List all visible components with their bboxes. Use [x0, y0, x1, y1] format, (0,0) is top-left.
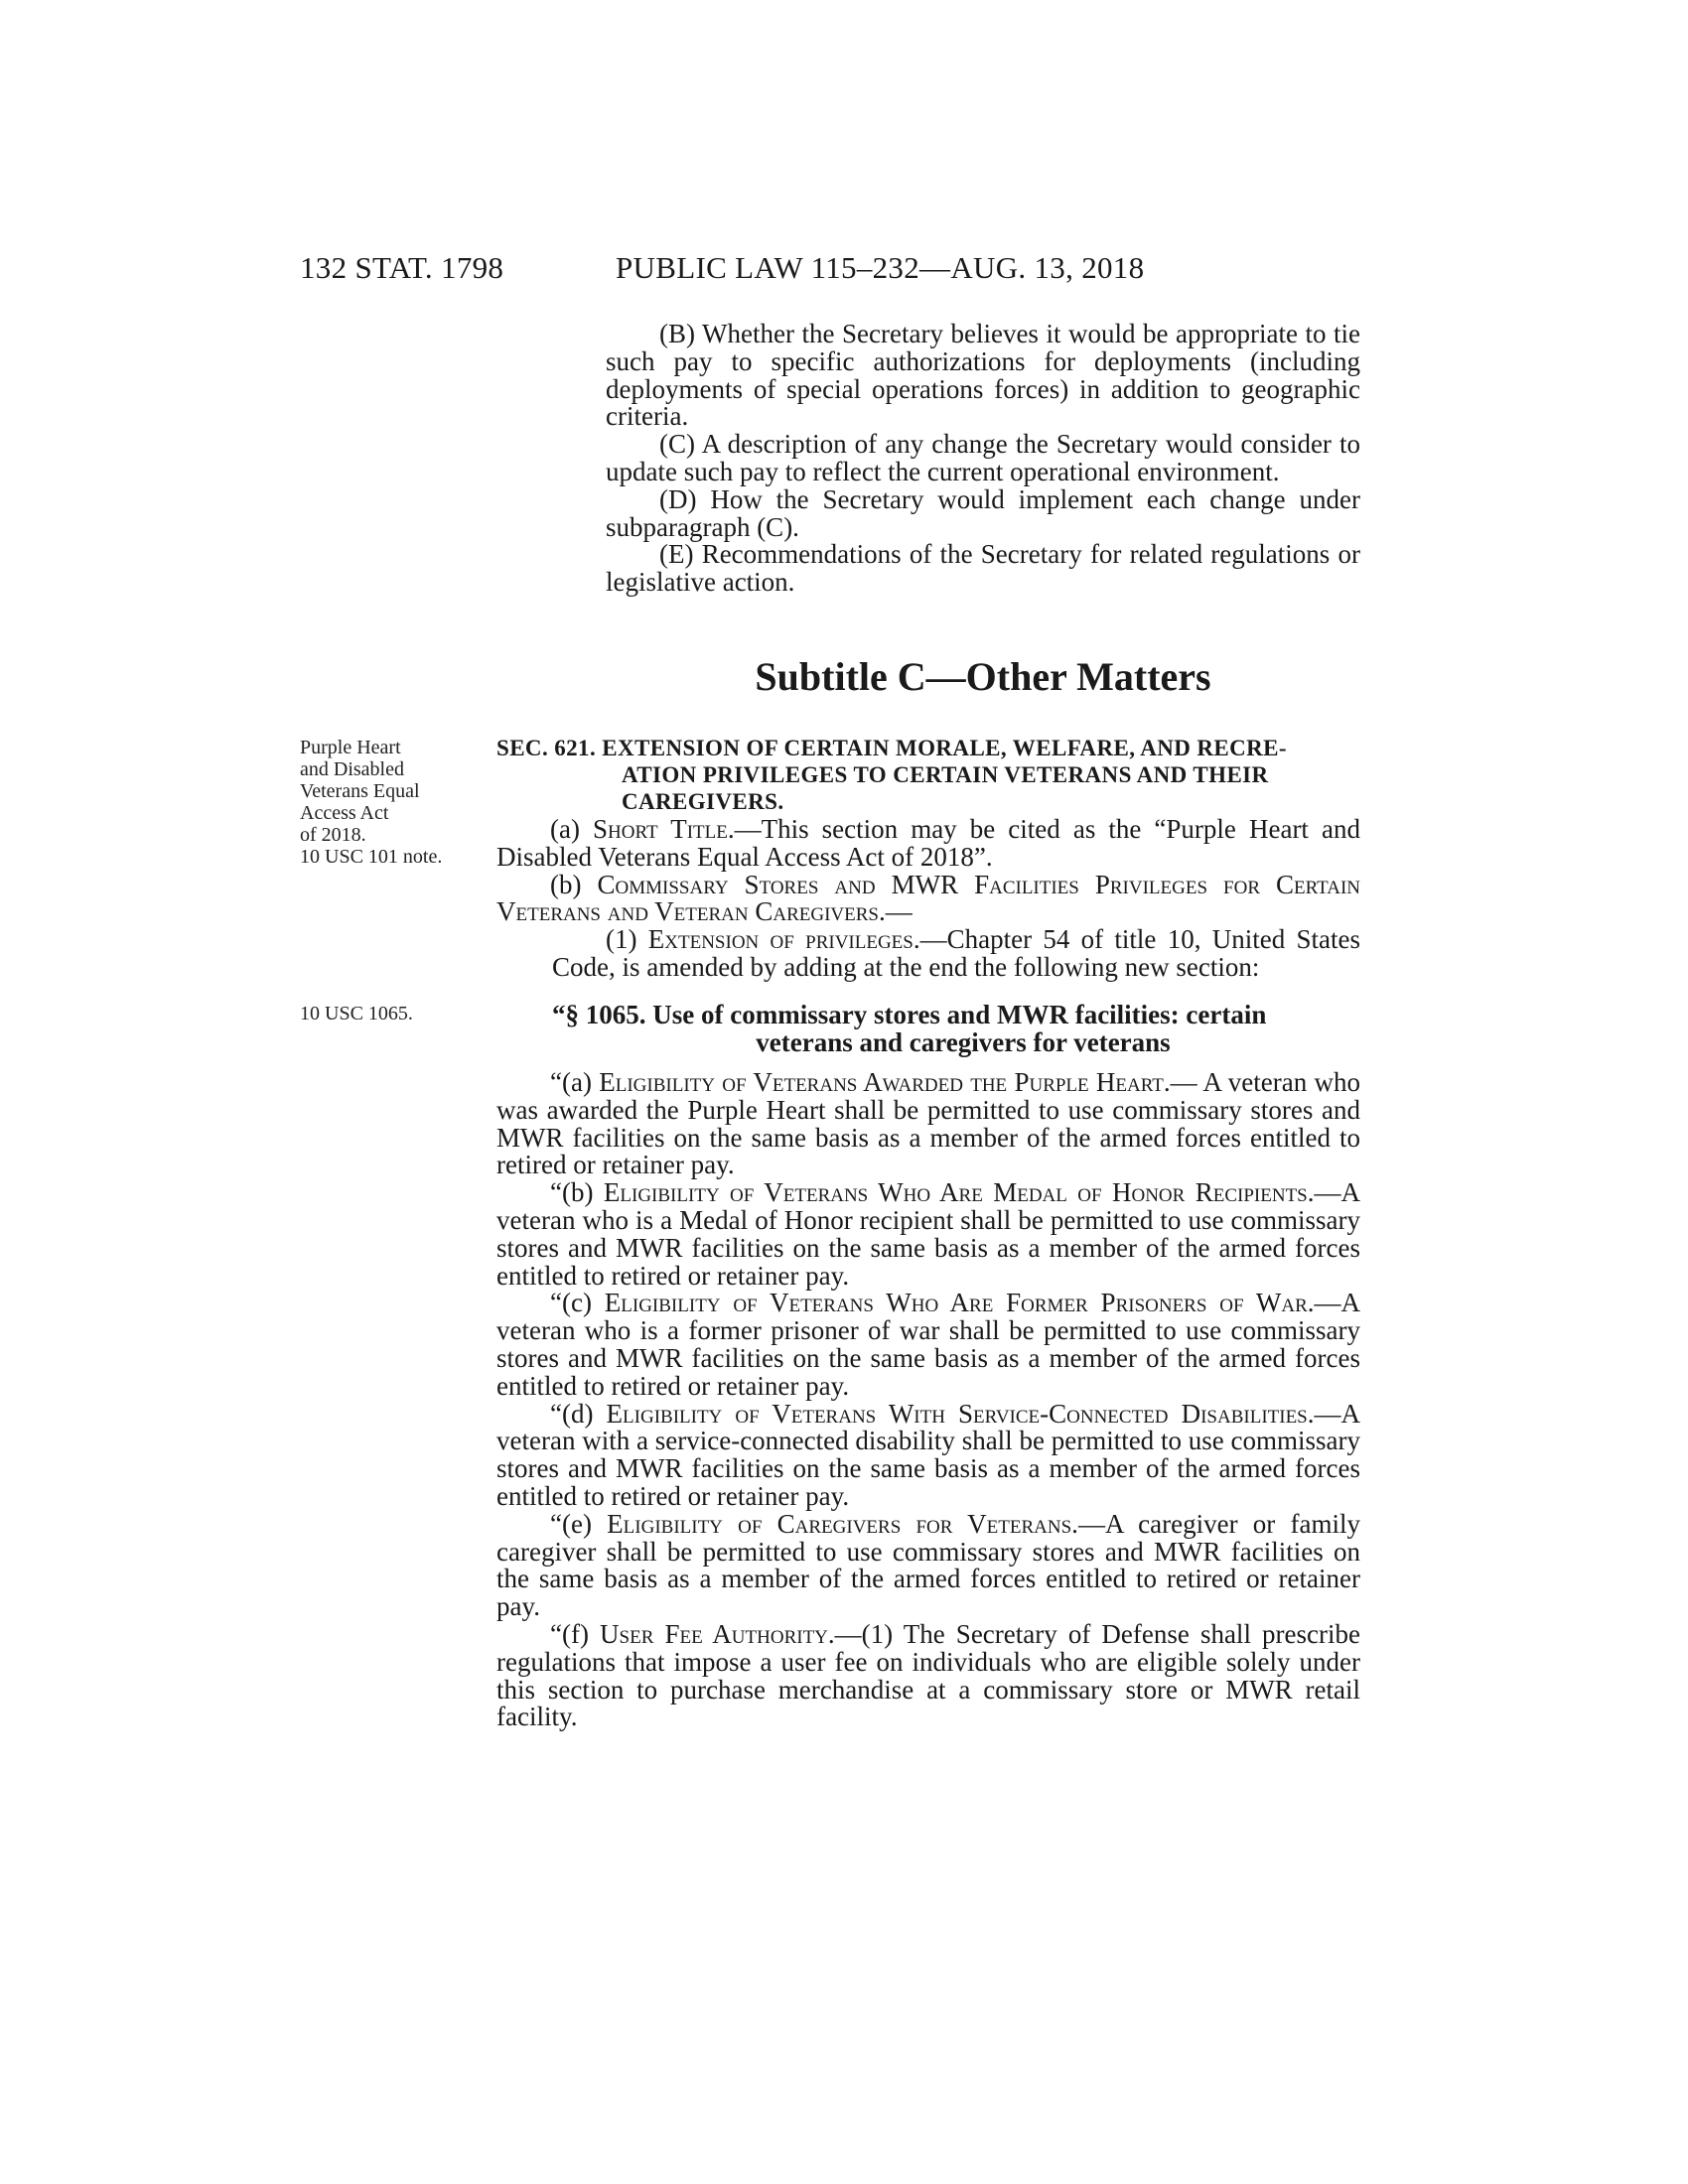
section-number: SEC. 621.: [496, 736, 597, 760]
subsection-label: “(f): [550, 1618, 601, 1649]
paragraph-heading: Extension of privileges.: [647, 924, 920, 955]
new-section-body: [496, 1069, 1360, 1731]
new-subsection-e: [496, 1508, 1360, 1622]
margin-note-short-title: [300, 737, 474, 868]
new-subsection-f: [496, 1618, 1360, 1732]
paragraph-b: (B) Whether the Secretary believes it would be appropriate to tie such pay to specific authorizations for deployments (including deployments of special operations forces) in addition to geographic criteria.: [606, 319, 1360, 432]
subsection-heading: Commissary Stores and MWR Facilities Privileges for Certain Veterans and Veteran Caregivers.: [496, 869, 1361, 927]
subtitle-heading: Subtitle C—Other Matters: [755, 654, 1211, 699]
new-subsection-b: [496, 1179, 1360, 1290]
subsection-heading: Eligibility of Veterans Who Are Medal of Honor Recipients.: [603, 1177, 1315, 1208]
section-heading: [496, 735, 1360, 815]
margin-note-line: of 2018.: [300, 824, 366, 846]
subsection-text: —This section may be cited as the “Purple Heart and Disabled Veterans Equal Access Act of 2018”.: [496, 814, 1360, 872]
subsection-label: “(d): [550, 1398, 607, 1429]
subsection-text: —(1) The Secretary of Defense shall prescribe regulations that impose a user fee on individuals who are eligible solely under this section to purchase merchandise at a commissary store or MWR retail facility.: [496, 1618, 1360, 1732]
new-section-heading-line1: “§ 1065. Use of commissary stores and MWR facilities: certain: [552, 1000, 1267, 1029]
margin-note-line: Access Act: [300, 802, 389, 824]
subsection-a: [496, 816, 1360, 872]
page-reference: 132 STAT. 1798: [300, 250, 504, 285]
section-title-line1: EXTENSION OF CERTAIN MORALE, WELFARE, AND RECRE-: [602, 736, 1287, 760]
margin-note-line: 10 USC 1065.: [300, 1003, 413, 1024]
paragraph-label: (1): [606, 924, 648, 955]
paragraph-text: —Chapter 54 of title 10, United States Code, is amended by adding at the end the following new section:: [552, 924, 1361, 982]
top-paragraphs: [606, 321, 1360, 597]
margin-note-line: 10 USC 101 note.: [300, 846, 443, 868]
new-subsection-a: [496, 1069, 1360, 1179]
new-section-heading: [552, 1001, 1360, 1056]
subsection-label: “(c): [550, 1288, 605, 1318]
paragraph-e: (E) Recommendations of the Secretary for related regulations or legislative action.: [606, 539, 1360, 598]
subsection-label: “(e): [550, 1508, 608, 1539]
running-title: PUBLIC LAW 115–232—AUG. 13, 2018: [616, 250, 1145, 285]
subsection-text: — A veteran who was awarded the Purple Heart shall be permitted to use commissary stores and MWR facilities on the same basis as a member of the armed forces entitled to retired or retainer pay.: [496, 1067, 1360, 1180]
subsection-heading: Short Title.: [593, 814, 735, 844]
margin-note-line: and Disabled: [300, 758, 404, 780]
subsection-label: “(a): [550, 1067, 600, 1097]
subsection-text: —A veteran who is a Medal of Honor recipient shall be permitted to use commissary stores and MWR facilities on the same basis as a member of the armed forces entitled to retired or retainer pay.: [496, 1177, 1360, 1291]
new-section-heading-line2: veterans and caregivers for veterans: [756, 1027, 1171, 1057]
margin-note-line: Veterans Equal: [300, 780, 420, 802]
subsection-label: (b): [550, 869, 598, 899]
subsection-heading: Eligibility of Veterans Awarded the Purple Heart.: [599, 1067, 1171, 1097]
new-subsection-c: [496, 1290, 1360, 1400]
section-body: [496, 816, 1360, 982]
subsection-label: (a): [550, 814, 594, 844]
subsection-heading: User Fee Authority.: [600, 1618, 835, 1649]
margin-note-line: Purple Heart: [300, 737, 401, 758]
paragraph-b1: [496, 926, 1360, 982]
subsection-heading: Eligibility of Caregivers for Veterans.: [607, 1508, 1078, 1539]
section-title-rest: ATION PRIVILEGES TO CERTAIN VETERANS AND THEIR CAREGIVERS.: [622, 762, 1269, 814]
subsection-text: —: [885, 896, 913, 927]
subsection-text: —A veteran who is a former prisoner of war shall be permitted to use commissary stores and MWR facilities on the same basis as a member of the armed forces entitled to retired or retainer pay.: [496, 1288, 1360, 1401]
margin-note-code-ref: [300, 1003, 474, 1024]
subsection-heading: Eligibility of Veterans Who Are Former Prisoners of War.: [604, 1288, 1315, 1318]
subsection-text: —A veteran with a service-connected disability shall be permitted to use commissary stores and MWR facilities on the same basis as a member of the armed forces entitled to retired or retainer pay.: [496, 1398, 1360, 1511]
subsection-heading: Eligibility of Veterans With Service-Connected Disabilities.: [606, 1398, 1315, 1429]
paragraph-d: (D) How the Secretary would implement each change under subparagraph (C).: [606, 483, 1360, 542]
subsection-b: [496, 869, 1361, 927]
new-subsection-d: [496, 1398, 1360, 1511]
subsection-text: —A caregiver or family caregiver shall be permitted to use commissary stores and MWR facilities on the same basis as a member of the armed forces entitled to retired or retainer pay.: [496, 1508, 1360, 1622]
paragraph-c: (C) A description of any change the Secretary would consider to update such pay to reflect the current operational environment.: [606, 429, 1360, 486]
subsection-label: “(b): [550, 1177, 604, 1208]
